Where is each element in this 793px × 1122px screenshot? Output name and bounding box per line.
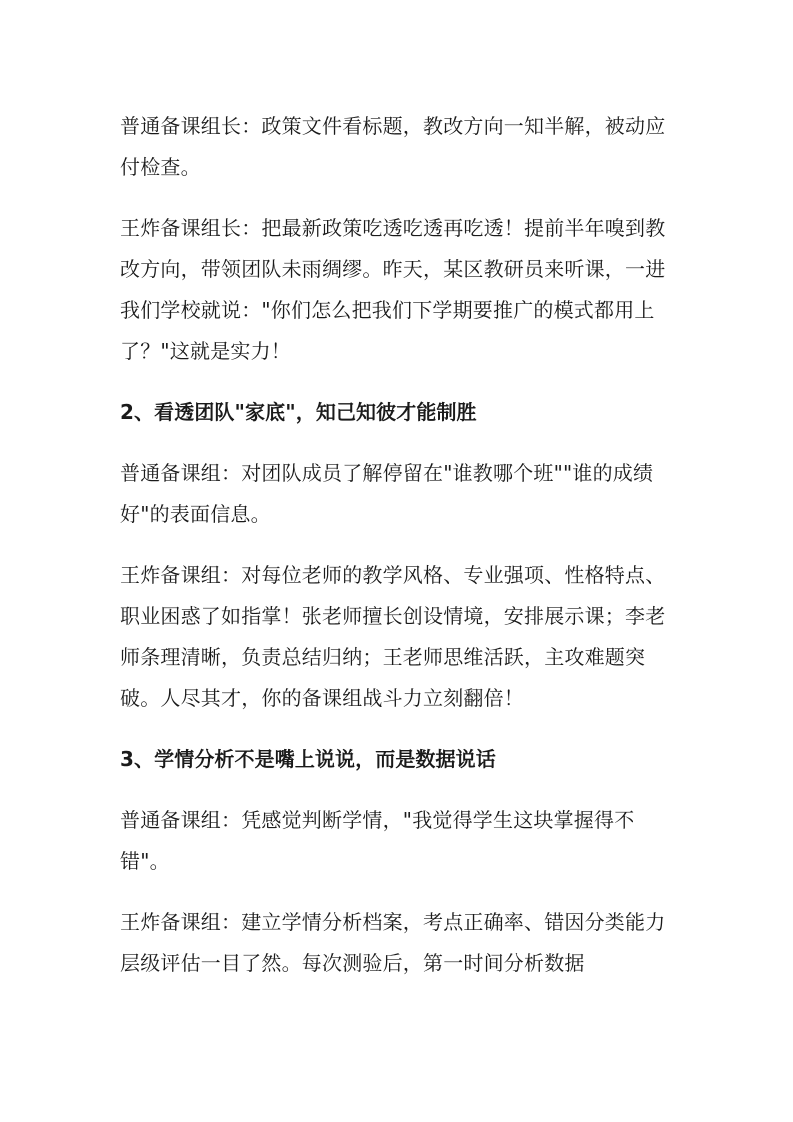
document-page [120,106,676,1004]
paragraph-ace-leader: 王炸备课组长：把最新政策吃透吃透再吃透！提前半年嗅到教改方向，带领团队未雨绸缪。昨天，某区教研员来听课，一进我们学校就说："你们怎么把我们下学期要推广的模式都用上了？"这就是实力！ [120,216,666,363]
section-heading-2: 2、看透团队"家底"，知己知彼才能制胜 [120,400,477,424]
paragraph-ordinary-leader: 普通备课组长：政策文件看标题，教改方向一知半解，被动应付检查。 [120,114,666,179]
paragraph-ace-analysis: 王炸备课组：建立学情分析档案，考点正确率、错因分类能力层级评估一目了然。每次测验后，第一时间分析数据 [120,910,666,975]
section-heading-3: 3、学情分析不是嘴上说说，而是数据说话 [120,747,496,771]
paragraph-ordinary-team-knowledge: 普通备课组：对团队成员了解停留在"谁教哪个班""谁的成绩好"的表面信息。 [120,461,654,526]
paragraph-ace-team-knowledge: 王炸备课组：对每位老师的教学风格、专业强项、性格特点、职业困惑了如指掌！张老师擅长创设情境，安排展示课；李老师条理清晰，负责总结归纳；王老师思维活跃，主攻难题突破。人尽其才，你的备课组战斗力立刻翻倍！ [120,563,666,710]
paragraph-ordinary-analysis: 普通备课组：凭感觉判断学情，"我觉得学生这块掌握得不错"。 [120,808,635,873]
